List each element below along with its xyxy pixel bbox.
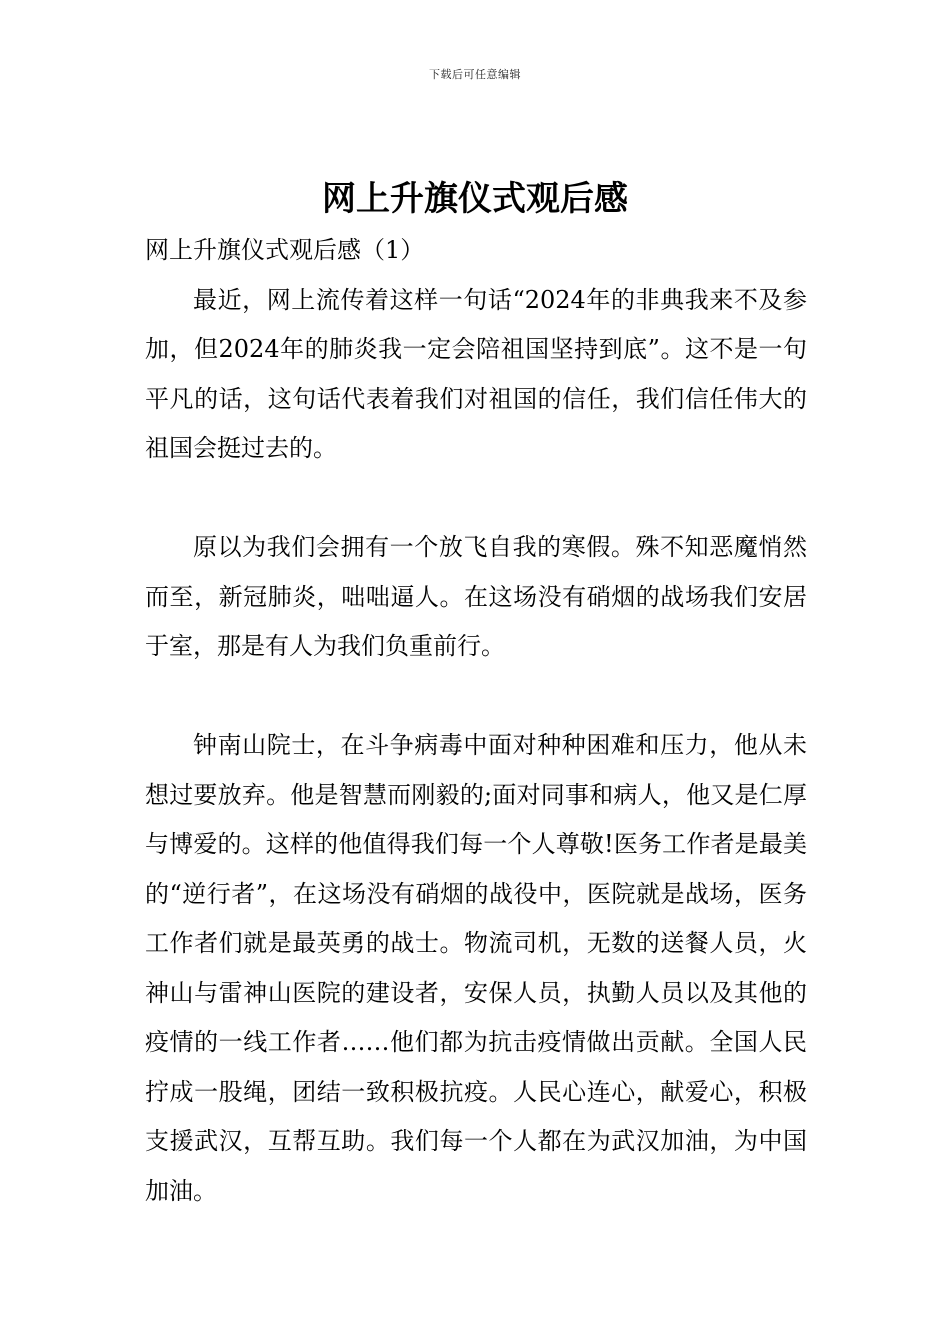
document-title: 网上升旗仪式观后感 [322,179,628,219]
section-subtitle: 网上升旗仪式观后感（1） [145,236,425,264]
document-body [145,226,807,1216]
paragraph-2: 原以为我们会拥有一个放飞自我的寒假。殊不知恶魔悄然而至，新冠肺炎，咄咄逼人。在这场没有硝烟的战场我们安居于室，那是有人为我们负重前行。 [145,533,807,660]
paragraph-spacer [145,672,807,722]
paragraph-3: 钟南山院士，在斗争病毒中面对种种困难和压力，他从未想过要放弃。他是智慧而刚毅的;面对同事和病人，他又是仁厚与博爱的。这样的他值得我们每一个人尊敬!医务工作者是最美的“逆行者”，在这场没有硝烟的战役中，医院就是战场，医务工作者们就是最英勇的战士。物流司机，无数的送餐人员，火神山与雷神山医院的建设者，安保人员，执勤人员以及其他的疫情的一线工作者……他们都为抗击疫情做出贡献。全国人民拧成一股绳，团结一致积极抗疫。人民心连心，献爱心，积极支援武汉，互帮互助。我们每一个人都在为武汉加油，为中国加油。 [145,731,807,1205]
paragraph-spacer [145,474,807,524]
header-note: 下载后可任意编辑 [429,68,521,81]
paragraph-1: 最近，网上流传着这样一句话“2024年的非典我来不及参加，但2024年的肺炎我一定会陪祖国坚持到底”。这不是一句平凡的话，这句话代表着我们对祖国的信任，我们信任伟大的祖国会挺过去的。 [145,285,807,462]
